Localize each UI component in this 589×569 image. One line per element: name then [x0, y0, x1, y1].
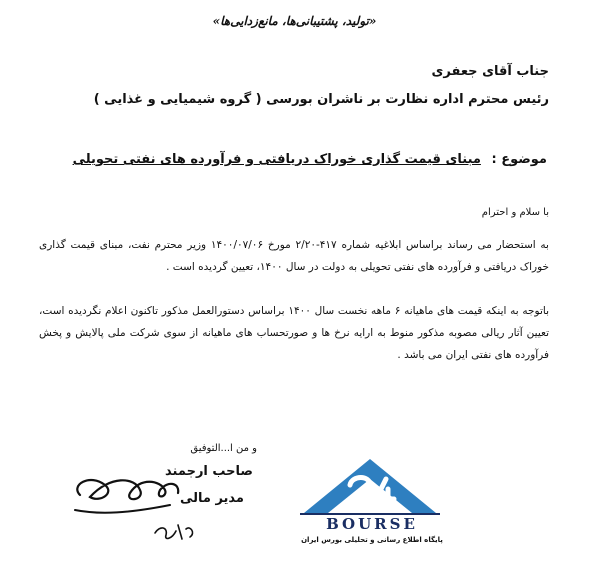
signatory-name: صاحب ارجمند	[165, 464, 253, 479]
recipient-name: جناب آقای جعفری	[431, 64, 549, 79]
signatory-position: مدیر مالی	[179, 491, 244, 506]
handwritten-signature	[60, 455, 230, 555]
subject-text: مبنای قیمت گذاری خوراک دریافتی و فرآورده های نفتی تحویلی	[72, 152, 481, 167]
bourse-logo-tagline: پایگاه اطلاع رسانی و تحلیلی بورس ایران	[301, 536, 443, 544]
bourse-logo-wordmark: BOURSE	[326, 515, 418, 533]
body-paragraph-1: به استحضار می رساند براساس ابلاغیه شماره ۴۱۷-۲/۲۰ مورخ ۱۴۰۰/۰۷/۰۶ وزیر محترم نفت، مبنای قیمت گذاری خوراک دریافتی و فرآورده های نفتی تحویلی به دولت در سال ۱۴۰۰، تعیین گردیده است .	[39, 239, 549, 273]
recipient-title: رئیس محترم اداره نظارت بر ناشران بورسی ( گروه شیمیایی و غذایی )	[93, 92, 549, 107]
greeting: با سلام و احترام	[481, 207, 549, 218]
bourse-logo-emblem	[290, 455, 450, 565]
subject-line	[73, 152, 547, 167]
closing-phrase: و من ا...التوفیق	[190, 443, 257, 454]
body-paragraph-2: باتوجه به اینکه قیمت های ماهیانه ۶ ماهه نخست سال ۱۴۰۰ براساس دستورالعمل مذکور تاکنون اعلام نگردیده است، تعیین آثار ریالی مصوبه مذکور منوط به ارایه نرخ ها و صورتحساب های ماهیانه از سوی شرکت ملی پالایش و پخش فرآورده های نفتی ایران می باشد .	[39, 305, 549, 361]
subject-label: موضوع :	[491, 152, 547, 167]
header-motto: «تولید، پشتیبانی‌ها، مانع‌زدایی‌ها»	[212, 14, 377, 28]
